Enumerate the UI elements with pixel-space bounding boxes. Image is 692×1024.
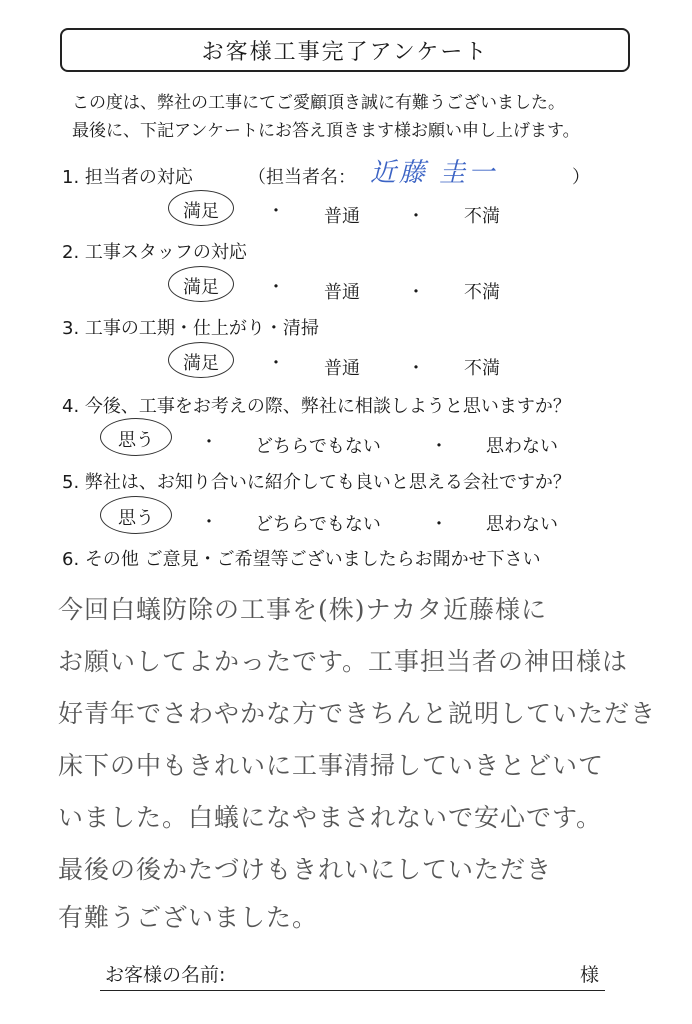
separator-dot: ・: [407, 282, 425, 303]
separator-dot: ・: [407, 358, 425, 379]
separator-dot: ・: [267, 353, 285, 374]
staff-name-handwritten: 近藤 圭一: [370, 158, 498, 188]
separator-dot: ・: [430, 514, 448, 535]
separator-dot: ・: [200, 512, 218, 533]
q1-option-satisfied[interactable]: 満足: [183, 201, 219, 222]
comment-line-2: お願いしてよかったです。工事担当者の神田様は: [58, 647, 629, 676]
q4-option-no[interactable]: 思わない: [486, 436, 558, 457]
comment-line-3: 好青年でさわやかな方できちんと説明していただき: [58, 699, 657, 728]
q3-option-satisfied[interactable]: 満足: [183, 353, 219, 374]
staff-name-suffix: ）: [572, 167, 590, 188]
customer-name-label: お客様の名前:: [105, 964, 226, 986]
q5-option-yes[interactable]: 思う: [118, 508, 154, 529]
separator-dot: ・: [407, 206, 425, 227]
q2-option-unsatisfied[interactable]: 不満: [464, 282, 500, 303]
customer-name-suffix: 様: [580, 964, 600, 986]
separator-dot: ・: [267, 201, 285, 222]
q3-option-unsatisfied[interactable]: 不満: [464, 358, 500, 379]
q4-option-yes[interactable]: 思う: [118, 430, 154, 451]
q1-option-unsatisfied[interactable]: 不満: [464, 206, 500, 227]
separator-dot: ・: [267, 277, 285, 298]
intro-line-2: 最後に、下記アンケートにお答え頂きます様お願い申し上げます。: [72, 121, 580, 141]
q5-option-no[interactable]: 思わない: [486, 514, 558, 535]
q5-option-neither[interactable]: どちらでもない: [255, 514, 381, 535]
q2-option-satisfied[interactable]: 満足: [183, 277, 219, 298]
comment-line-6: 最後の後かたづけもきれいにしていただき: [58, 855, 553, 884]
question-5-label: 5. 弊社は、お知り合いに紹介しても良いと思える会社ですか？: [62, 472, 571, 493]
separator-dot: ・: [200, 432, 218, 453]
comment-line-1: 今回白蟻防除の工事を(株)ナカタ近藤様に: [58, 595, 548, 624]
question-3-label: 3. 工事の工期・仕上がり・清掃: [62, 318, 319, 339]
comment-line-4: 床下の中もきれいに工事清掃していきとどいて: [58, 751, 605, 780]
intro-line-1: この度は、弊社の工事にてご愛顧頂き誠に有難うございました。: [72, 93, 565, 113]
staff-name-prefix: （担当者名：: [248, 167, 356, 188]
question-2-label: 2. 工事スタッフの対応: [62, 242, 247, 263]
separator-dot: ・: [430, 436, 448, 457]
question-6-label: 6. その他 ご意見・ご希望等ございましたらお聞かせ下さい: [62, 549, 541, 570]
q4-option-neither[interactable]: どちらでもない: [255, 436, 381, 457]
comment-line-5: いました。白蟻になやまされないで安心です。: [58, 803, 603, 832]
survey-title: お客様工事完了アンケート: [60, 28, 630, 72]
customer-name-field[interactable]: [100, 990, 605, 991]
q1-option-normal[interactable]: 普通: [324, 206, 360, 227]
comment-line-7: 有難うございました。: [58, 903, 319, 932]
question-1-label: 1. 担当者の対応: [62, 167, 193, 188]
q3-option-normal[interactable]: 普通: [324, 358, 360, 379]
question-4-label: 4. 今後、工事をお考えの際、弊社に相談しようと思いますか？: [62, 396, 571, 417]
q2-option-normal[interactable]: 普通: [324, 282, 360, 303]
